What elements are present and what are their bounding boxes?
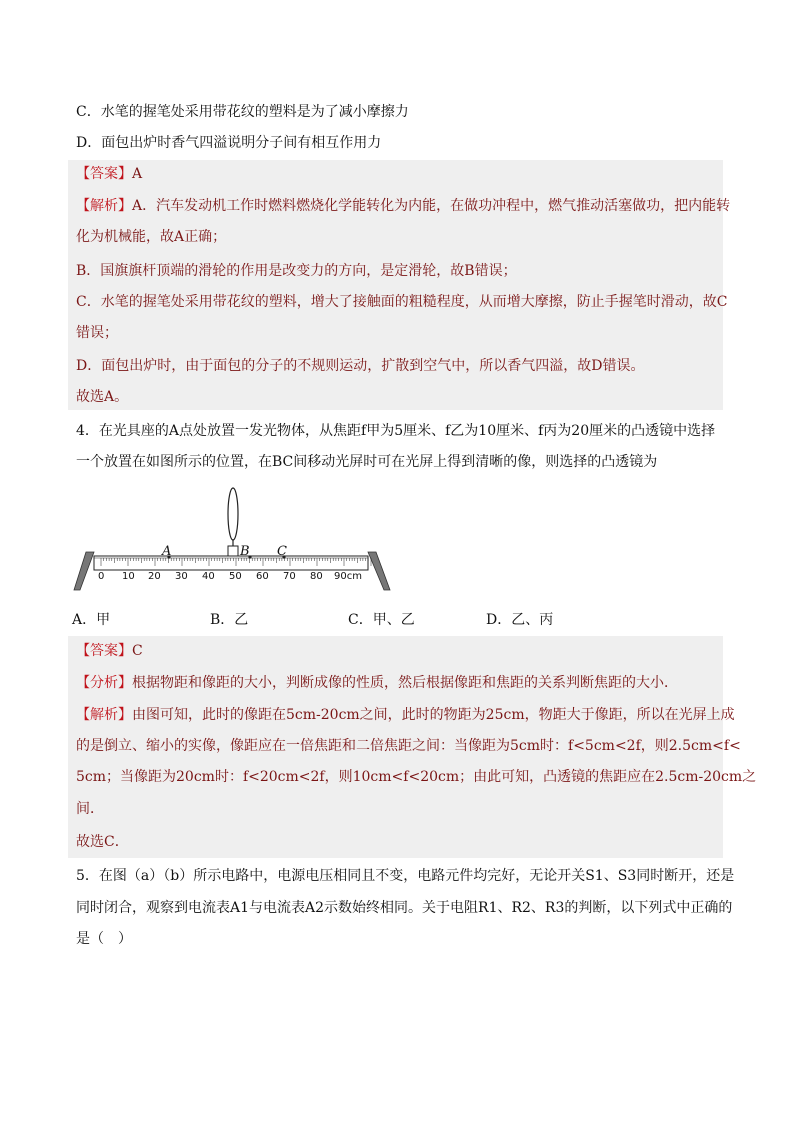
q3-option-c: C．水笔的握笔处采用带花纹的塑料是为了减小摩擦力 <box>76 104 409 120</box>
q3-analysis-line-2: 化为机械能，故A正确； <box>76 229 227 245</box>
lens-shape <box>228 488 238 540</box>
q3-analysis-line-6: D．面包出炉时，由于面包的分子的不规则运动，扩散到空气中，所以香气四溢，故D错误。 <box>76 358 645 374</box>
scale-label-60: 60 <box>256 571 269 582</box>
q5-stem-line-1: 5．在图（a）（b）所示电路中，电源电压相同且不变，电路元件均完好，无论开关S1、S3同时断开，还是 <box>76 868 735 884</box>
q4-answer-block <box>68 636 757 858</box>
right-stand <box>368 552 390 590</box>
q5-stem-line-3: 是（ ） <box>76 931 132 947</box>
scale-label-30: 30 <box>175 571 188 582</box>
point-label-c: C <box>277 544 287 559</box>
q4-analysis-line: 【分析】根据物距和像距的大小，判断成像的性质，然后根据像距和焦距的关系判断焦距的大小． <box>76 675 678 691</box>
scale-label-70: 70 <box>283 571 296 582</box>
scale-label-80: 80 <box>310 571 323 582</box>
scale-label-20: 20 <box>148 571 161 582</box>
q4-conclusion: 故选C． <box>76 834 129 850</box>
q3-answer-block <box>68 160 731 410</box>
left-stand <box>74 552 94 590</box>
q4-option-d: D．乙、丙 <box>486 612 554 628</box>
q3-analysis-line-1: 【解析】A．汽车发动机工作时燃料燃烧化学能转化为内能，在做功冲程中，燃气推动活塞做功，把内能转 <box>76 198 731 214</box>
q4-stem-line-2: 一个放置在如图所示的位置，在BC间移动光屏时可在光屏上得到清晰的像，则选择的凸透镜为 <box>76 454 658 470</box>
q3-analysis-line-5: 错误； <box>76 325 118 341</box>
q4-solution-line-4: 间． <box>76 801 104 817</box>
q4-solution-line-3: 5cm；当像距为20cm时：f<20cm<2f，则10cm<f<20cm；由此可知，凸透镜的焦距应在2.5cm-20cm之 <box>76 769 757 785</box>
q3-conclusion: 故选A。 <box>76 389 129 405</box>
q4-answer-line: 【答案】C <box>76 643 143 659</box>
q3-analysis-line-3: B．国旗旗杆顶端的滑轮的作用是改变力的方向，是定滑轮，故B错误； <box>76 263 517 279</box>
q5-stem-line-2: 同时闭合，观察到电流表A1与电流表A2示数始终相同。关于电阻R1、R2、R3的判断，以下列式中正确的 <box>76 900 733 916</box>
scale-label-0: 0 <box>98 571 105 582</box>
point-label-a: A <box>162 544 172 559</box>
q3-analysis-line-4: C．水笔的握笔处采用带花纹的塑料，增大了接触面的粗糙程度，从而增大摩擦，防止手握笔时滑动，故C <box>76 294 728 310</box>
q4-solution-line-1: 【解析】由图可知，此时的像距在5cm-20cm之间，此时的物距为25cm，物距大于像距，所以在光屏上成 <box>76 707 735 723</box>
q4-solution-line-2: 的是倒立、缩小的实像，像距应在一倍焦距和二倍焦距之间：当像距为5cm时：f<5cm<2f，则2.5cm<f< <box>76 738 741 754</box>
q4-option-c: C．甲、乙 <box>348 612 415 628</box>
q4-option-a: A．甲 <box>72 612 111 628</box>
q3-option-d: D．面包出炉时香气四溢说明分子间有相互作用力 <box>76 135 382 151</box>
scale-label-40: 40 <box>202 571 215 582</box>
optical-bench-figure <box>72 486 397 594</box>
q4-stem-line-1: 4．在光具座的A点处放置一发光物体，从焦距f甲为5厘米、f乙为10厘米、f丙为20厘米的凸透镜中选择 <box>76 423 716 439</box>
q4-option-b: B．乙 <box>210 612 249 628</box>
scale-label-50: 50 <box>229 571 242 582</box>
scale-label-90cm: 90cm <box>334 571 362 582</box>
q3-answer-line: 【答案】A <box>76 166 143 182</box>
point-label-b: B <box>240 544 250 559</box>
scale-label-10: 10 <box>122 571 135 582</box>
